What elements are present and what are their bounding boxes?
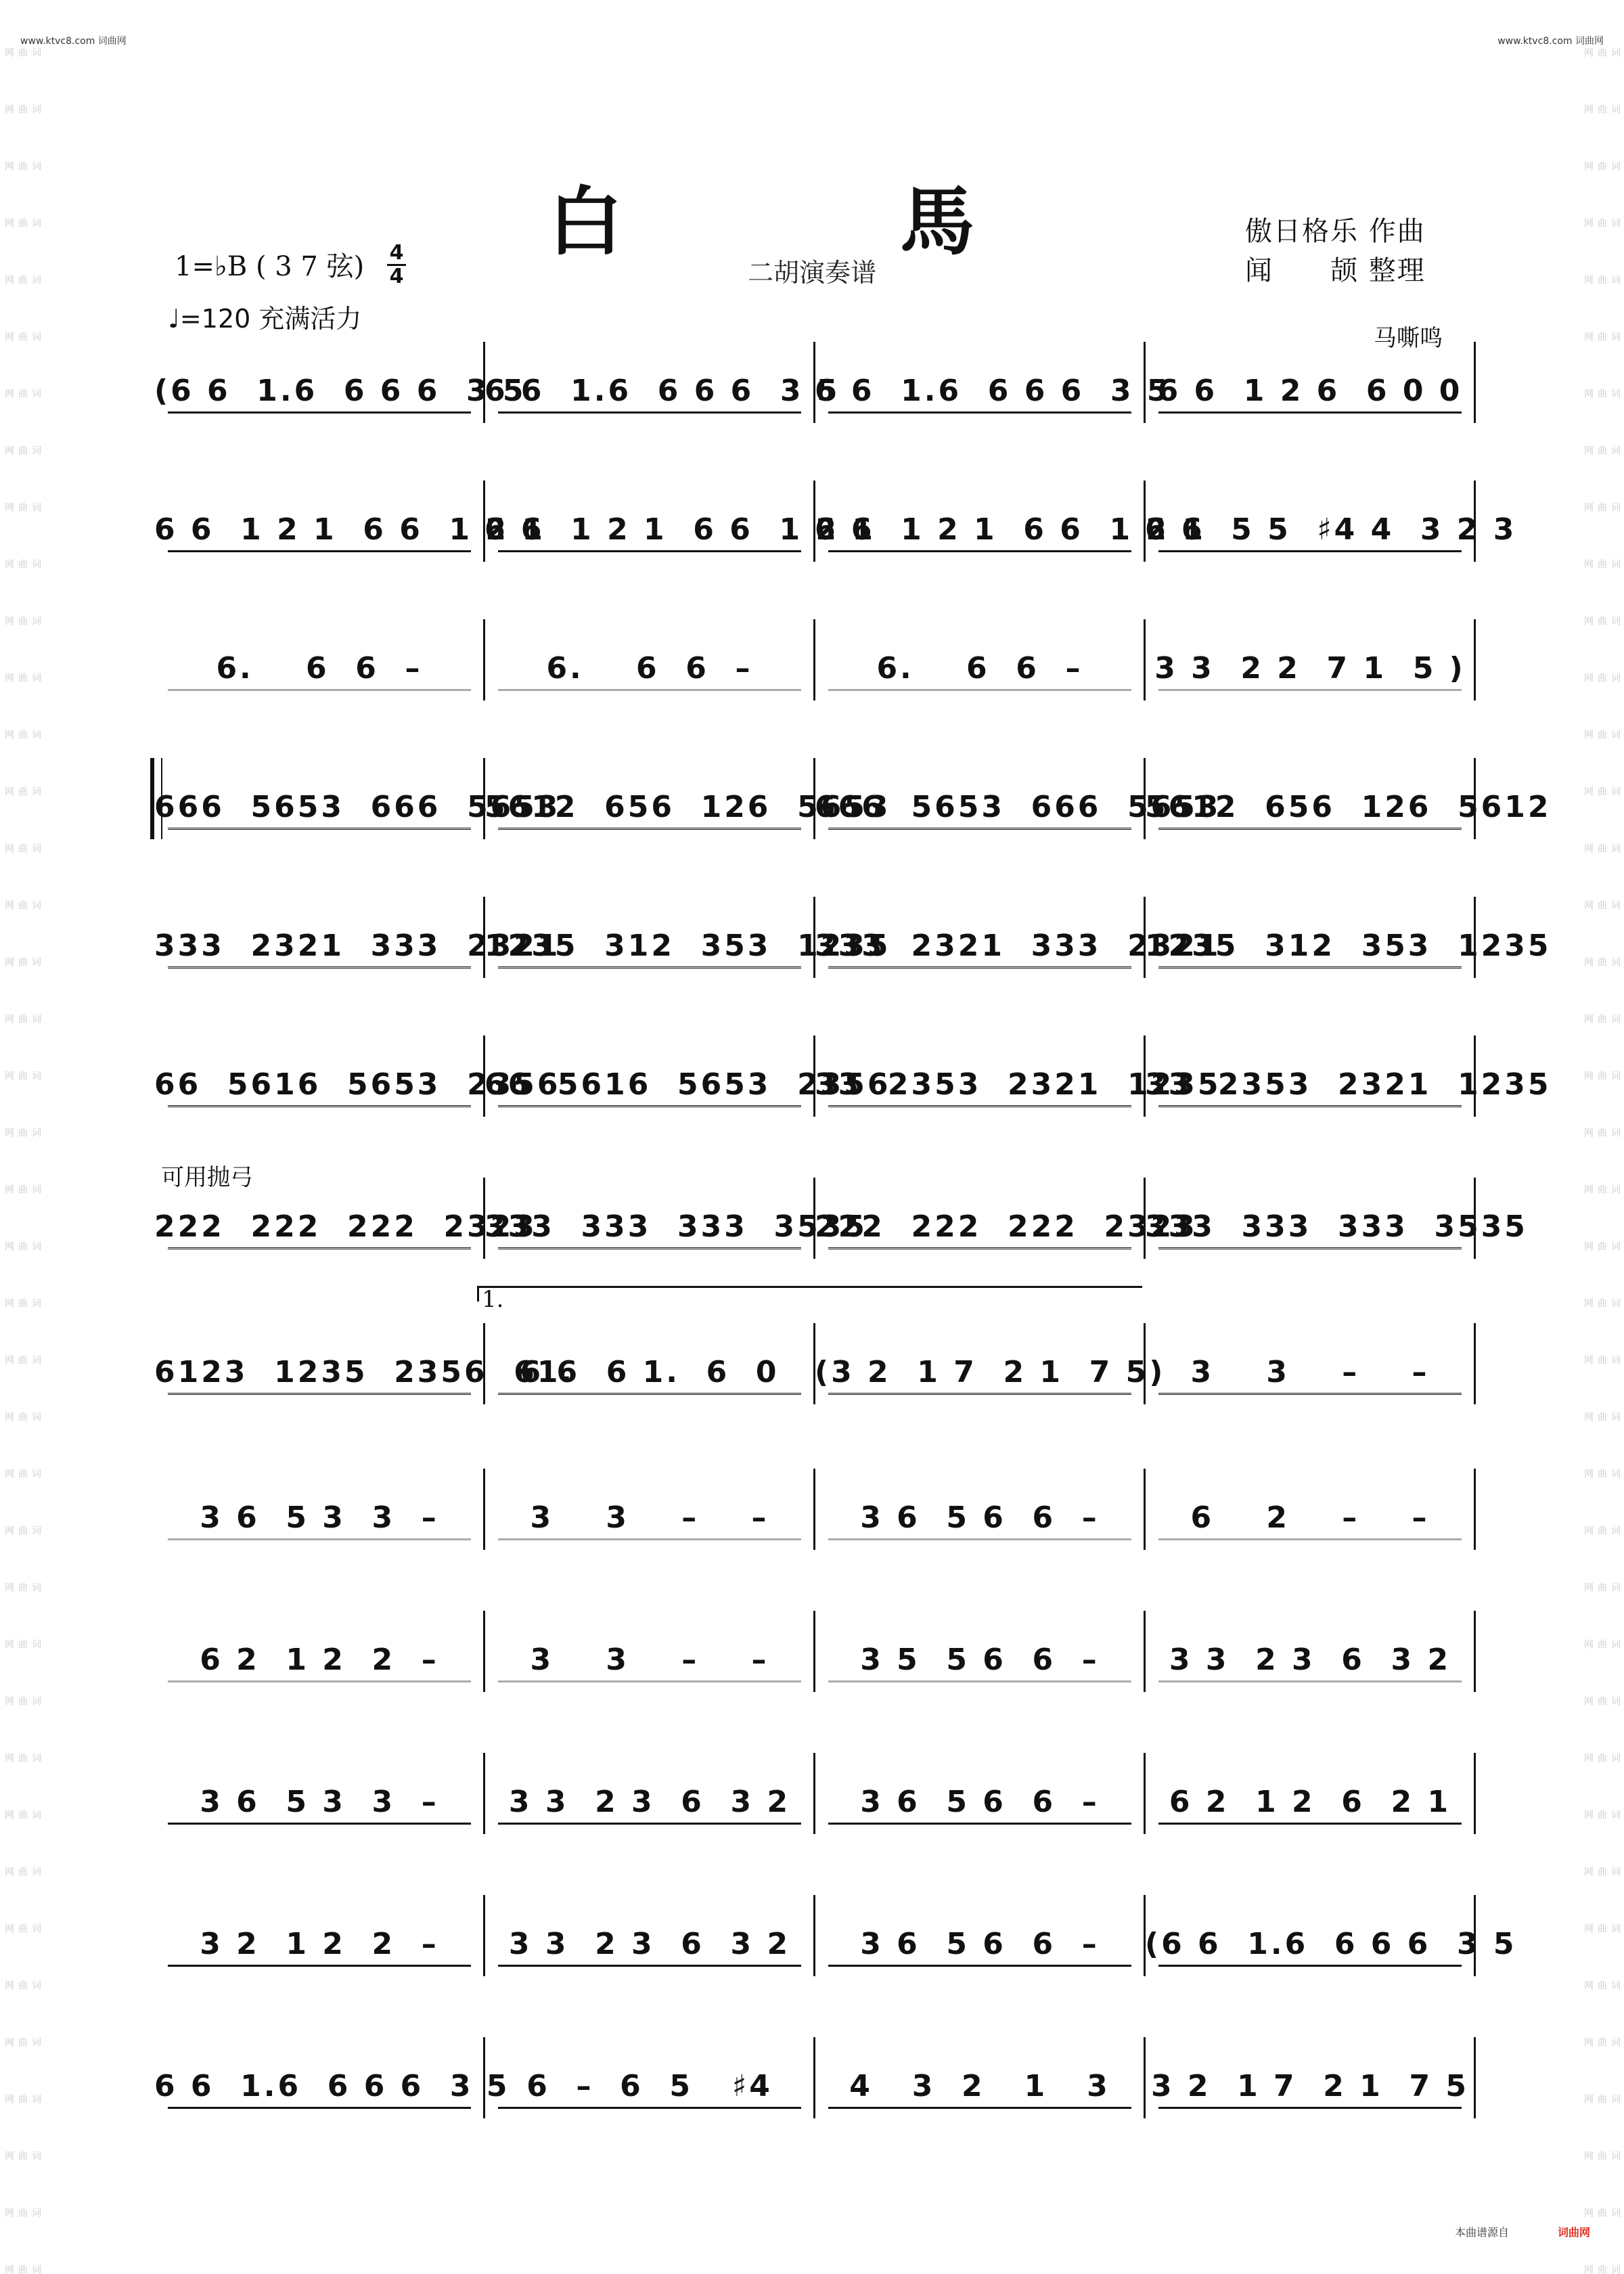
watermark-mark: 词曲网 [3,445,41,455]
watermark-mark: 词曲网 [3,332,41,341]
watermark-mark: 词曲网 [3,1412,41,1421]
measure-notes: 3 3 – – [530,1643,769,1677]
watermark-mark: 词曲网 [1583,1867,1621,1876]
watermark-mark: 词曲网 [1583,1696,1621,1706]
rhythm-underline [1158,966,1462,968]
measure-notes: 66 5616 5653 2356 [154,1067,561,1102]
measure-notes: 6 2 – – [1190,1500,1430,1535]
watermark-mark: 词曲网 [1583,388,1621,398]
measure [815,758,1221,839]
watermark-mark: 词曲网 [1583,275,1621,284]
measure-notes: 3 6 5 3 3 – [200,1500,439,1535]
measure [1145,1178,1528,1259]
measure-notes: (6 6 1.6 6 6 6 3 5 [154,374,526,408]
score-system [154,481,1517,562]
measure-notes: 3 3 2 2 7 1 5 ) [1154,651,1466,686]
rhythm-underline [498,828,801,830]
watermark-mark: 词曲网 [1583,218,1621,227]
rhythm-underline [1158,689,1462,691]
watermark-mark: 词曲网 [3,843,41,853]
watermark-mark: 词曲网 [3,275,41,284]
watermark-mark: 词曲网 [3,1469,41,1478]
rhythm-underline [498,1823,801,1825]
score-system [154,1611,1475,1692]
measure [484,1753,815,1834]
rhythm-underline [828,1823,1131,1825]
watermark-mark: 词曲网 [1583,1753,1621,1762]
watermark-mark: 词曲网 [1583,1355,1621,1364]
measure-notes: 222 222 222 2323 [815,1209,1198,1244]
measure-notes: 6 6 1.6 6 6 6 3 5 [815,374,1171,408]
measure [1145,1469,1475,1550]
time-signature [384,242,409,288]
rhythm-underline [498,550,801,552]
watermark-mark: 词曲网 [3,1014,41,1023]
measure [154,1895,484,1976]
watermark-mark: 词曲网 [1583,1071,1621,1080]
rhythm-underline [498,1247,801,1249]
measure-notes: 1235 312 353 1235 [1145,929,1552,963]
rhythm-underline [168,550,471,552]
watermark-mark: 词曲网 [3,673,41,682]
measure-notes: 6 6 1.6 6 6 6 3 5 [484,374,840,408]
measure-notes: 222 222 222 2323 [154,1209,537,1244]
measure-notes: 6. 6 6 – [216,651,423,686]
measure-notes: 3 6 5 3 3 – [200,1785,439,1819]
measure-notes: 3 2 1 2 2 – [200,1927,439,1961]
measure-notes: 333 333 333 3535 [1145,1209,1528,1244]
measure [815,619,1145,700]
time-signature-bottom: 4 [389,265,404,288]
measure-notes: 33 2353 2321 1235 [815,1067,1221,1102]
watermark-mark: 词曲网 [3,1867,41,1876]
watermark-mark: 词曲网 [3,559,41,568]
rhythm-underline [168,689,471,691]
site-watermark-right: www.ktvc8.com 词曲网 [1497,36,1604,47]
watermark-mark: 词曲网 [1583,445,1621,455]
watermark-mark: 词曲网 [3,2208,41,2217]
measure [1145,1035,1552,1117]
measure-notes: 3 3 – – [530,1500,769,1535]
volta-bracket [477,1286,1142,1301]
watermark-mark: 词曲网 [1583,957,1621,966]
rhythm-underline [168,1680,471,1682]
measure [1145,1895,1517,1976]
measure [154,1469,484,1550]
score-system [154,1323,1475,1404]
watermark-mark: 词曲网 [1583,786,1621,796]
rhythm-underline [1158,1823,1462,1825]
measure-notes: 6 6 1 2 1 6 6 1 2 1 [484,512,876,547]
watermark-mark: 词曲网 [1583,616,1621,625]
measure-notes: 666 5653 666 5653 [154,790,561,824]
watermark-mark: 词曲网 [1583,2037,1621,2047]
score-system [154,342,1475,423]
watermark-mark: 词曲网 [3,2151,41,2160]
watermark-mark: 词曲网 [1583,1639,1621,1649]
measure [484,481,876,562]
rhythm-underline [828,1965,1131,1967]
side-watermark-left [3,47,41,2274]
measure [484,619,815,700]
watermark-mark: 词曲网 [1583,1184,1621,1194]
rhythm-underline [828,1247,1131,1249]
score-system [154,758,1552,839]
measure [154,758,561,839]
measure [815,1178,1198,1259]
measure [1145,342,1475,423]
watermark-mark: 词曲网 [1583,2265,1621,2274]
measure-notes: 6123 1235 2356 61. [154,1355,575,1389]
measure [815,897,1221,978]
measure-notes: 33 2353 2321 1235 [1145,1067,1552,1102]
rhythm-underline [1158,1538,1462,1540]
measure-notes: 3 5 5 6 6 – [860,1643,1100,1677]
rhythm-underline [498,689,801,691]
rhythm-underline [168,1247,471,1249]
composer-credit: 傲日格乐 作曲 [1245,216,1426,247]
measure [1145,2037,1475,2118]
measure [815,1611,1145,1692]
rhythm-underline [168,1823,471,1825]
watermark-mark: 词曲网 [3,1582,41,1592]
measure-notes: (3 2 1 7 2 1 7 5) [815,1355,1166,1389]
measure-notes: 6 6 5 5 ♯4 4 3 2 3 [1145,512,1517,547]
watermark-mark: 词曲网 [1583,559,1621,568]
watermark-mark: 词曲网 [3,218,41,227]
rhythm-underline [828,411,1131,414]
measure [484,758,891,839]
measure [1145,1611,1475,1692]
measure [154,1178,537,1259]
rhythm-underline [828,550,1131,552]
measure-notes: 666 5653 666 5653 [815,790,1221,824]
rhythm-underline [1158,550,1462,552]
watermark-mark: 词曲网 [1583,1412,1621,1421]
watermark-mark: 词曲网 [1583,47,1621,57]
score-system [154,1178,1528,1259]
rhythm-underline [828,966,1131,968]
rhythm-underline [168,828,471,830]
rhythm-underline [498,1538,801,1540]
watermark-mark: 词曲网 [1583,502,1621,512]
rhythm-underline [498,1965,801,1967]
measure-notes: 333 333 333 3535 [484,1209,867,1244]
watermark-mark: 词曲网 [1583,1241,1621,1251]
rhythm-underline [168,1538,471,1540]
rhythm-underline [1158,2107,1462,2109]
score-title: 白 馬 [548,178,1076,265]
rhythm-underline [168,411,471,414]
measure-notes: 5612 656 126 5653 [484,790,891,824]
watermark-mark: 词曲网 [1583,900,1621,910]
measure-notes: 333 2321 333 2321 [815,929,1221,963]
watermark-mark: 词曲网 [3,1923,41,1933]
score-system [154,1469,1475,1550]
watermark-mark: 词曲网 [3,1696,41,1706]
watermark-mark: 词曲网 [3,2265,41,2274]
measure [815,1035,1221,1117]
measure [154,1753,484,1834]
measure [1145,619,1475,700]
side-watermark-right [1583,47,1621,2274]
footer-site: 词曲网 [1557,2226,1590,2239]
measure-notes: 6 – 6 5 ♯4 [526,2069,773,2103]
watermark-mark: 词曲网 [3,1184,41,1194]
score-subtitle: 二胡演奏谱 [747,258,876,288]
watermark-mark: 词曲网 [1583,104,1621,114]
measure-notes: 6 6 1 2 6 6 0 0 [1157,374,1463,408]
rhythm-underline [168,1393,471,1395]
measure [1145,481,1517,562]
measure [154,1035,561,1117]
watermark-mark: 词曲网 [3,1355,41,1364]
time-signature-top: 4 [389,241,404,265]
score-system [154,1753,1475,1834]
measure-notes: 4 3 2 1 3 [849,2069,1110,2103]
rhythm-underline [828,1393,1131,1395]
measure [154,481,545,562]
measure [484,1323,815,1404]
measure [154,2037,510,2118]
measure [154,619,484,700]
measure [815,342,1171,423]
measure [484,1611,815,1692]
measure [815,2037,1145,2118]
watermark-mark: 词曲网 [3,47,41,57]
measure [484,1895,815,1976]
watermark-mark: 词曲网 [3,1753,41,1762]
rhythm-underline [828,1105,1131,1107]
rhythm-underline [1158,828,1462,830]
measure-notes: 3 3 – – [1190,1355,1430,1389]
measure-notes: 3 3 2 3 6 3 2 [508,1785,791,1819]
rhythm-underline [168,1965,471,1967]
watermark-mark: 词曲网 [1583,161,1621,171]
measure [154,897,561,978]
measure [1145,897,1552,978]
watermark-mark: 词曲网 [1583,1582,1621,1592]
watermark-mark: 词曲网 [1583,2151,1621,2160]
measure [484,2037,815,2118]
watermark-mark: 词曲网 [3,161,41,171]
watermark-mark: 词曲网 [3,616,41,625]
measure-notes: 3 6 5 6 6 – [860,1785,1100,1819]
watermark-mark: 词曲网 [1583,1128,1621,1137]
rhythm-underline [828,689,1131,691]
measure [154,1323,575,1404]
watermark-mark: 词曲网 [1583,1923,1621,1933]
measure [815,1895,1145,1976]
measure-notes: 6. 6 6 – [546,651,753,686]
measure [815,1323,1166,1404]
watermark-mark: 词曲网 [3,1980,41,1990]
watermark-mark: 词曲网 [3,730,41,739]
watermark-mark: 词曲网 [3,1298,41,1308]
rhythm-underline [168,1105,471,1107]
rhythm-underline [1158,1393,1462,1395]
measure-notes: (6 6 1.6 6 6 6 3 5 [1145,1927,1517,1961]
watermark-mark: 词曲网 [3,104,41,114]
rhythm-underline [498,1105,801,1107]
watermark-mark: 词曲网 [3,900,41,910]
score-system [154,1895,1517,1976]
rhythm-underline [498,411,801,414]
watermark-mark: 词曲网 [3,1241,41,1251]
watermark-mark: 词曲网 [1583,843,1621,853]
score-system [154,1035,1552,1117]
rhythm-underline [1158,411,1462,414]
measure [484,897,891,978]
measure-notes: 6 6 1.6 6 6 6 3 5 [154,2069,510,2103]
watermark-mark: 词曲网 [1583,1469,1621,1478]
annotation-bow-tip: 可用抛弓 [161,1164,253,1191]
rhythm-underline [1158,1105,1462,1107]
watermark-mark: 词曲网 [1583,1980,1621,1990]
watermark-mark: 词曲网 [1583,1298,1621,1308]
watermark-mark: 词曲网 [1583,673,1621,682]
watermark-mark: 词曲网 [1583,1810,1621,1819]
rhythm-underline [168,966,471,968]
watermark-mark: 词曲网 [3,1639,41,1649]
rhythm-underline [828,1538,1131,1540]
measure [484,1469,815,1550]
measure [815,1469,1145,1550]
watermark-mark: 词曲网 [1583,1014,1621,1023]
rhythm-underline [498,1680,801,1682]
measure-notes: 6 6 1 2 1 6 6 1 2 1 [815,512,1206,547]
rhythm-underline [168,2107,471,2109]
measure [1145,758,1552,839]
rhythm-underline [828,1680,1131,1682]
measure [484,1178,867,1259]
site-watermark-left: www.ktvc8.com 词曲网 [20,36,127,47]
watermark-mark: 词曲网 [1583,2208,1621,2217]
rhythm-underline [828,2107,1131,2109]
measure-notes: 3 3 2 3 6 3 2 [508,1927,791,1961]
watermark-mark: 词曲网 [3,786,41,796]
watermark-mark: 词曲网 [3,2094,41,2103]
measure [154,1611,484,1692]
watermark-mark: 词曲网 [3,957,41,966]
rhythm-underline [1158,1247,1462,1249]
measure [484,342,840,423]
tempo-marking: ♩=120 充满活力 [168,304,362,334]
score-system [154,2037,1475,2118]
measure-notes: 3 3 2 3 6 3 2 [1169,1643,1451,1677]
measure-notes: 66 5616 5653 2356 [484,1067,891,1102]
footer-source: 本曲谱源自 [1454,2226,1509,2239]
rhythm-underline [1158,1965,1462,1967]
measure [1145,1323,1475,1404]
measure-notes: 3 2 1 7 2 1 7 5 [1150,2069,1470,2103]
watermark-mark: 词曲网 [1583,2094,1621,2103]
score-system [154,897,1552,978]
watermark-mark: 词曲网 [1583,730,1621,739]
watermark-mark: 词曲网 [3,1810,41,1819]
rhythm-underline [498,2107,801,2109]
measure-notes: 1235 312 353 1235 [484,929,891,963]
measure-notes: 6 6 6 1. 6 0 [520,1355,780,1389]
measure [1145,1753,1475,1834]
watermark-mark: 词曲网 [3,1128,41,1137]
measure [815,481,1206,562]
measure-notes: 3 6 5 6 6 – [860,1500,1100,1535]
key-signature: 1=♭B ( 3 7 弦) [175,251,365,282]
annotation-horse-neigh: 马嘶鸣 [1374,325,1443,352]
watermark-mark: 词曲网 [3,1071,41,1080]
measure-notes: 6 2 1 2 2 – [200,1643,439,1677]
watermark-mark: 词曲网 [3,2037,41,2047]
watermark-mark: 词曲网 [3,388,41,398]
measure [154,342,526,423]
measure [815,1753,1145,1834]
arranger-credit: 闻 颉 整理 [1245,255,1426,286]
measure-notes: 5612 656 126 5612 [1145,790,1552,824]
watermark-mark: 词曲网 [1583,332,1621,341]
measure-notes: 333 2321 333 2321 [154,929,561,963]
measure-notes: 6 2 1 2 6 2 1 [1169,1785,1451,1819]
watermark-mark: 词曲网 [3,1525,41,1535]
rhythm-underline [1158,1680,1462,1682]
measure-notes: 6. 6 6 – [876,651,1083,686]
measure-notes: 3 6 5 6 6 – [860,1927,1100,1961]
watermark-mark: 词曲网 [1583,1525,1621,1535]
score-system [154,619,1475,700]
rhythm-underline [498,1393,801,1395]
measure-notes: 6 6 1 2 1 6 6 1 2 1 [154,512,545,547]
rhythm-underline [828,828,1131,830]
rhythm-underline [498,966,801,968]
watermark-mark: 词曲网 [3,502,41,512]
measure [484,1035,891,1117]
volta-label: 1. [482,1286,504,1313]
